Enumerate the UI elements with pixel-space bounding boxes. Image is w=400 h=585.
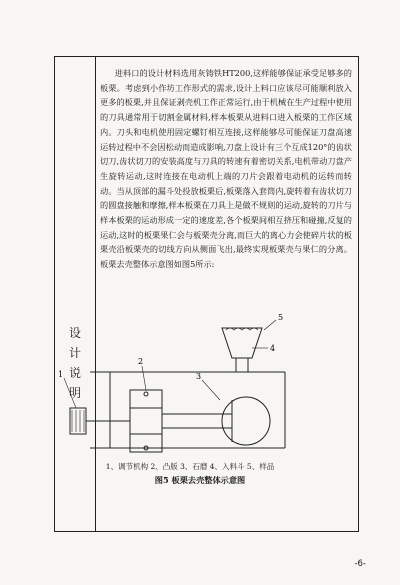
dehuller-diagram: [50, 308, 295, 468]
leader-lines: [64, 320, 276, 408]
side-label-char: 说: [68, 366, 81, 380]
hopper-shape: [222, 328, 262, 372]
callout-number: 1: [58, 370, 64, 379]
callout-number: 3: [196, 372, 202, 381]
side-label-char: 计: [68, 346, 81, 360]
side-label-char: 设: [68, 326, 81, 340]
adjusting-mechanism-shape: [70, 408, 130, 434]
figure-legend: 1、调节机构 2、凸版 3、石磨 4、入料斗 5、样品: [105, 462, 275, 471]
callout-number: 2: [138, 357, 144, 366]
convex-plate-shape: [130, 390, 162, 452]
figure-caption: 图5 板栗去壳整体示意图: [154, 475, 246, 485]
callout-number: 4: [270, 344, 276, 353]
machine-frame: [90, 372, 285, 448]
side-label-char: 明: [68, 386, 81, 400]
stone-mill-shape: [222, 397, 270, 445]
page-number: -6-: [354, 559, 366, 569]
callout-number: 5: [278, 313, 284, 322]
body-paragraph: 进料口的设计材料选用灰铸铁HT200,这样能够保证承受足够多的板栗。考虑到小作坊工作形式的需求,设计上料口应该尽可能顺利放入更多的板栗,并且保证剥壳机工作正常运行,由于机械在生产过程中使用的刀具通常用于切割金属材料,样本板栗从进料口进入板栗的工作区域内。刀头和电机使用固定螺钉相互连接,这样能够尽可能保证刀盘高速运转过程中不会因松动而造成影响,刀盘上设计有三个互成120°的齿状切刀,齿状切刀的安装高度与刀具的转速有着密切关系,电机带动刀盘产生旋转运动,这时连接在电动机上端的刀片会跟着电动机的运转而转动。当从顶部的漏斗处投放板栗后,板栗落入套筒内,旋转着有齿状切刀的圆盘接触和摩擦,样本板栗在刀具上是做不规则的运动,旋转的刀片与样本板栗的运动形成一定的速度差,各个板栗间相互挤压和碰撞,反复的运动,这时的板栗果仁会与板栗壳分离,而巨大的离心力会使碎片状的板栗壳沿板栗壳的切线方向从侧面飞出,最终实现板栗壳与果仁的分离。板栗去壳整体示意图如图5所示:: [100, 68, 352, 270]
body-text-block: [100, 66, 352, 272]
